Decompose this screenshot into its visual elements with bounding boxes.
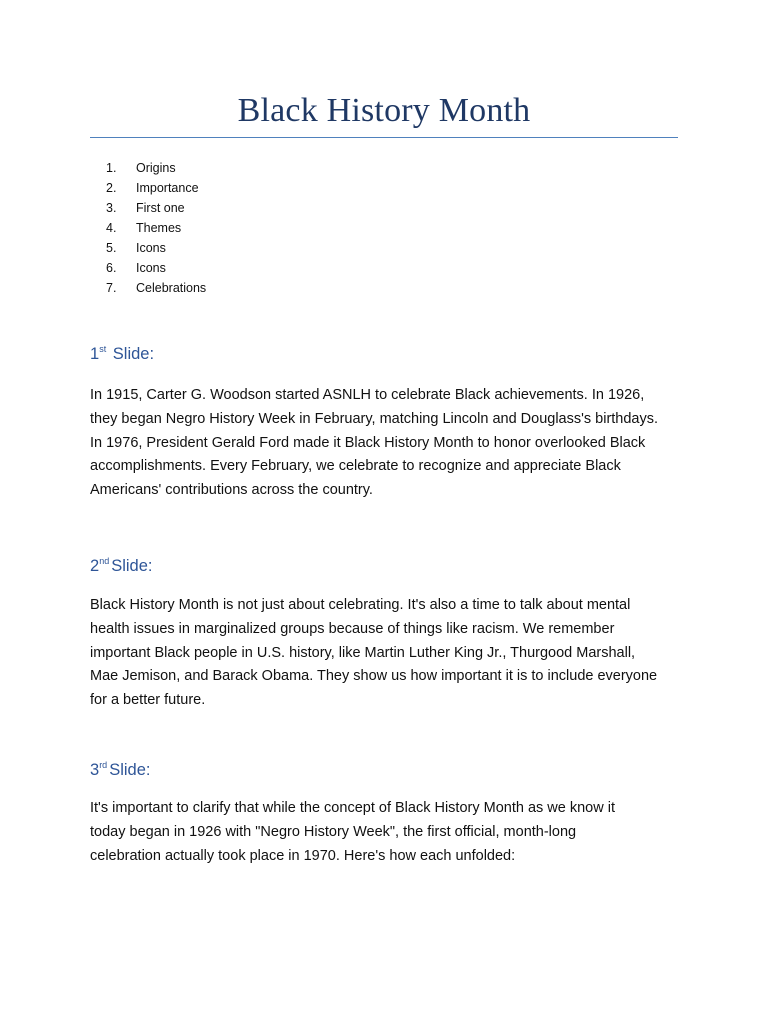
paragraph-line: Mae Jemison, and Barack Obama. They show us how important it is to include everyone <box>90 668 658 685</box>
section-heading-label: Slide: <box>109 761 151 779</box>
section-heading-label: Slide: <box>108 345 155 363</box>
section-number: 2 <box>90 557 100 575</box>
toc-item-label: Themes <box>136 221 182 235</box>
section-paragraph-slide-2 <box>90 594 684 713</box>
toc-item-number: 2. <box>106 181 117 195</box>
paragraph-line: In 1915, Carter G. Woodson started ASNLH to celebrate Black achievements. In 1926, <box>90 387 645 403</box>
toc-item <box>106 178 206 198</box>
section-paragraph-slide-3 <box>90 797 684 868</box>
toc-item-label: Importance <box>136 181 199 195</box>
paragraph-line: It's important to clarify that while the concept of Black History Month as we know it <box>90 800 615 816</box>
section-paragraph-slide-1 <box>90 384 684 503</box>
toc-item-number: 1. <box>106 161 117 175</box>
toc-item-label: Icons <box>136 261 166 275</box>
toc-item <box>106 278 206 298</box>
toc-item-number: 6. <box>106 261 117 275</box>
toc-item <box>106 238 206 258</box>
toc-item <box>106 218 206 238</box>
toc-item <box>106 258 206 278</box>
toc-item-label: Celebrations <box>136 281 207 295</box>
section-heading-slide-1 <box>90 344 154 364</box>
toc-item <box>106 158 206 178</box>
paragraph-line: health issues in marginalized groups because of things like racism. We remember <box>90 620 615 637</box>
toc-item-label: First one <box>136 201 185 215</box>
section-number: 1 <box>90 345 100 363</box>
section-heading-slide-3 <box>90 760 150 780</box>
section-heading-slide-2 <box>90 556 152 576</box>
toc-item-number: 7. <box>106 281 117 295</box>
ordinal-suffix: nd <box>99 556 110 566</box>
ordinal-suffix: st <box>99 344 107 354</box>
paragraph-line: they began Negro History Week in February, matching Lincoln and Douglass's birthdays. <box>90 410 659 427</box>
document-title: Black History Month <box>237 92 531 129</box>
table-of-contents <box>106 158 206 298</box>
toc-item-label: Icons <box>136 241 166 255</box>
toc-item-label: Origins <box>136 161 176 175</box>
paragraph-line: important Black people in U.S. history, like Martin Luther King Jr., Thurgood Marshall, <box>90 644 636 661</box>
section-heading-label: Slide: <box>111 557 153 575</box>
paragraph-line: accomplishments. Every February, we celebrate to recognize and appreciate Black <box>90 458 621 475</box>
toc-item-number: 5. <box>106 241 117 255</box>
section-number: 3 <box>90 761 100 779</box>
paragraph-line: celebration actually took place in 1970. Here's how each unfolded: <box>90 847 516 864</box>
paragraph-line: Black History Month is not just about celebrating. It's also a time to talk about mental <box>90 597 631 613</box>
ordinal-suffix: rd <box>99 760 108 770</box>
title-underline <box>90 137 678 138</box>
paragraph-line: Americans' contributions across the country. <box>90 482 373 499</box>
toc-item-number: 3. <box>106 201 117 215</box>
paragraph-line: today began in 1926 with "Negro History Week", the first official, month-long <box>90 823 577 840</box>
paragraph-line: In 1976, President Gerald Ford made it Black History Month to honor overlooked Black <box>90 434 646 451</box>
paragraph-line: for a better future. <box>90 692 206 709</box>
toc-item-number: 4. <box>106 221 117 235</box>
toc-item <box>106 198 206 218</box>
